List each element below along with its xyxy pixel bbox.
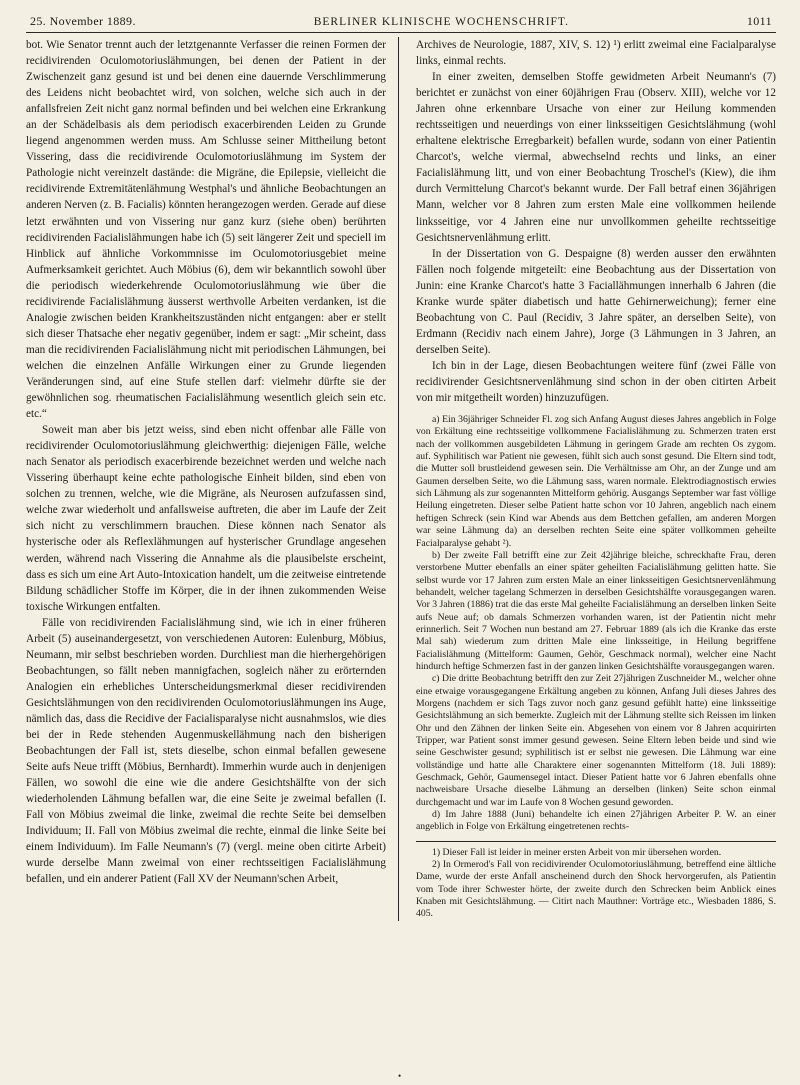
issue-date: 25. November 1889. <box>30 14 136 28</box>
paragraph: Archives de Neurologie, 1887, XIV, S. 12) ¹) erlitt zweimal eine Facialparalyse links, einmal rechts. <box>416 39 776 68</box>
case-report: b) Der zweite Fall betrifft eine zur Zeit 42jährige bleiche, schreckhafte Frau, deren verstorbene Mutter ebenfalls an einer später geheilten Facialislähmung gelitten hatte. Sie selbst wurde vor 17 Jahren zum ersten Male an einer linksseitigen Gesichtsnervenlähmung behandelt, welcher tagelang Schmerzen in derselben Gesichtshälfte vorausgegangen waren. Vor 3 Jahren (1886) trat die das erste Mal geheilte Facialislähmung an derselben linken Seite aufs Neue auf; ob damals Schmerzen vorhanden waren, ist der Patientin nicht mehr erinnerlich. Seit 7 Wochen nun bestand am 27. Februar 1889 (als ich die Kranke das erste Mal sah) wiederum zum dritten Male eine linksseitige, in Heilung begriffene Facialislähmung (Mittelform: Gaumen, Gehör, Geschmack normal), welcher eine Nacht hindurch heftige Schmerzen fast in der ganzen linken Gesichtshälfte vorausgegangen waren. <box>416 549 776 672</box>
running-header <box>26 14 776 33</box>
left-column <box>26 37 386 921</box>
paragraph: In der Dissertation von G. Despaigne (8) werden ausser den erwähnten Fällen noch folgende mitgeteilt: eine Beobachtung aus der Dissertation von Junin: eine Kranke Charcot's hatte 3 Faciallähmungen innerhalb 6 Jahren (die Kranke wurde später diabetisch und hatte Gehirnerweichung); ferner eine Beobachtung von C. Paul (Recidiv, 3 Jahre später, an derselben Seite), von Erdmann (Recidiv nach einem Jahre), Jorge (3 Lähmungen in 3 Jahren, an derselben Seite). <box>416 247 776 356</box>
paragraph: Ich bin in der Lage, diesen Beobachtungen weitere fünf (zwei Fälle von recidivirender Gesichtsnervenlähmung sind schon in der oben citirten Arbeit von mir mitgetheilt worden) hinzuzufügen. <box>416 359 776 405</box>
paragraph: bot. Wie Senator trennt auch der letztgenannte Verfasser die reinen Formen der recidivirenden Oculomotoriuslähmungen, bei denen der Patient in der Zwischenzeit ganz gesund ist und bei denen eine dauernde Verschlimmerung des Leidens nicht beobachtet wird, von solchen, welche sich auch in der anfallsfreien Zeit nicht ganz normal befinden und bei welchen eine Erkrankung an der Schädelbasis als dem periodisch exacerbirenden Leiden zu Grunde liegend angenommen werden muss. Am Schlusse seiner Mittheilung betont Vissering, dass die recidivirende Oculomotoriuslähmung im System der Pathologie nicht vereinzelt dastände: die Migräne, die Epilepsie, vielleicht die recidivirende Extremitätenlähmung Westphal's und ähnliche Beobachtungen an anderen Nerven (z. B. Facialis) könnten herangezogen werden. Gerade auf diese letzt erwähnten und von Vissering nur ganz kurz (siehe oben) berührten recidivirenden Facialislähmungen habe ich (5) seit längerer Zeit und speciell im Hinblick auf ähnliche Vorkommnisse im Oculomotoriusgebiet meine Aufmerksamkeit gerichtet. Auch Möbius (6), dem wir bekanntlich sowohl über die periodisch wiederkehrende Oculomotoriuslähmung wie über die recidivirende Facialislähmung äusserst werthvolle Arbeiten verdanken, ist die Analogie zwischen beiden Krankheitszuständen nicht entgangen: aber er stellt sich dieser Thatsache eher negativ gegenüber, indem er sagt: „Mir scheint, dass man die recidivirenden Facialislähmung nicht mit periodischen Lähmungen, bei welchen die einzelnen Anfälle Wirkungen einer zu Grunde liegenden Veränderungen sind, auf eine Stufe stellen darf: vielmehr dürfte sie der gewöhnlichen sog. rheumatischen Facialislähmung wesentlich gleich sein etc. etc.“ <box>26 39 387 421</box>
footnote: 1) Dieser Fall ist leider in meiner ersten Arbeit von mir übersehen worden. <box>432 846 722 858</box>
paragraph: In einer zweiten, demselben Stoffe gewidmeten Arbeit Neumann's (7) berichtet er zunächst von einer 60jährigen Frau (Observ. XIII), welche vor 12 Jahren ohne erkennbare Ursache von einer zur Heilung kommenden rechtsseitigen und neuerdings von einer linksseitigen Gesichtslähmung (wohl erhaltene elektrische Erregbarkeit) befallen wurde, sodann von einer Patientin Charcot's, welche viermal, abwechselnd rechts und links, an einer Facialislähmung litt, und von einer Beobachtung Troschel's (Kiew), die ihm durch Vermittelung Charcot's bekannt wurde. Der Fall betraf einen 36jährigen Mann, welcher vor 8 Jahren zum ersten Male eine vollkommen heilende linksseitige, vor 4 Jahren eine nur unvollkommen geheilte rechtsseitige Gesichtsnervenlähmung erlitt. <box>416 71 776 244</box>
right-column <box>416 37 776 921</box>
case-report: d) Im Jahre 1888 (Juni) behandelte ich einen 27jährigen Arbeiter P. W. an einer angeblich in Folge von Erkältung eingetretenen rechts- <box>416 809 776 833</box>
footnote: 2) In Ormerod's Fall von recidivirender Oculomotoriuslähmung, betreffend eine ältliche Dame, wurde der erste Anfall anscheinend durch den Shock hervorgerufen, als Patientin vom Tode ihrer Schwester hörte, der zweite durch den Schrecken beim Anblick eines Knaben mit Gesichtslähmung. — Citirt nach Mauthner: Vorträge etc., Wiesbaden 1886, S. 405. <box>416 859 776 920</box>
column-divider <box>398 37 399 921</box>
journal-title: BERLINER KLINISCHE WOCHENSCHRIFT. <box>313 16 569 28</box>
page-mark: • <box>398 1071 402 1081</box>
footnotes <box>416 841 776 921</box>
case-report: c) Die dritte Beobachtung betrifft den zur Zeit 27jährigen Zuschneider M., welcher ohne eine etwaige vorausgegangene Erkältung angeben zu können, Anfang Juli dieses Jahres des Morgens (nachdem er sich Tags zuvor noch ganz gesund gefühlt hatte) eine linksseitige Gesichtslähmung an sich bemerkte. Zugleich mit der Lähmung stellte sich Reissen im linken Ohr und den Zähnen der linken Seite ein. Abgesehen von einem vor 8 Jahren acquirirten Tripper, war Patient sonst immer gesund gewesen. Seine Eltern leben beide und sind wie seine Geschwister gesund; syphilitisch ist er selbst nie gewesen. Die Lähmung war eine vollständige und hatte alle Charaktere einer sogenannten Mittelform (18. Juli 1889): Geschmack, Gehör, Gaumensegel intact. Dieser Patient hatte vor 6 Jahren ebenfalls ohne nachweisbare Ursache dieselbe Lähmung an derselben (linken) Seite schon einmal durchgemacht und war im Laufe von 8 Wochen gesund geworden. <box>416 673 776 808</box>
case-reports <box>416 414 776 834</box>
case-report: a) Ein 36jähriger Schneider Fl. zog sich Anfang August dieses Jahres angeblich in Folge von Erkältung eine rechtsseitige vollkommene Facialislähmung zu. Schmerzen traten erst nach der vollkommen ausgebildeten Lähmung in geringem Grade am rechten Os zygom. auf. Syphilitisch war Patient nie gewesen, fühlt sich auch sonst gesund. Die Eltern sind todt, die Mutter soll brustleidend gewesen sein. Die Verhältnisse am Ohr, an der Zunge und am Gaumen derselben Seite, wo die Lähmung sass, waren normale. Elektrodiagnostisch erwies sich Lähmung als zur sogenannten Mittelform gehörig. Ausgangs September war fast völlige Heilung eingetreten. Dieser selbe Patient hatte schon vor 10 Jahren, angeblich nach einem heftigen Schreck (sein Kind war Abends aus dem Bettchen gefallen, am anderen Morgen war seine Lähmung da) an derselben rechten Seite eine später vollkommen geheilte Facialparalyse gehabt ²). <box>416 414 776 549</box>
two-column-body <box>26 37 776 921</box>
paragraph: Fälle von recidivirenden Facialislähmung sind, wie ich in einer früheren Arbeit (5) auseinandergesetzt, von verschiedenen Autoren: Eulenburg, Möbius, Neumann, mir selbst beschrieben worden. Durchliest man die hierhergehörigen Beobachtungen, so fällt neben mannigfachen, sogleich näher zu erörternden Analogien ein erhebliches Unterscheidungsmerkmal dieser recidivirenden Gesichtslähmungen von den recidivirenden Oculomotoriuslähmungen ins Auge, nämlich das, dass die Recidive der Facialisparalyse nicht ausnahmslos, wie dies bei der in Rede stehenden Augenmuskellähmung nach den bisherigen Beobachtungen der Fall ist, stets dieselbe, schon einmal befallen gewesene Seite aufs Neue trifft (Möbius, Bernhardt). Immerhin wurde auch in denjenigen Fällen, wo sowohl die eine wie die andere Gesichtshälfte von der sich wiederholenden Lähmung befallen war, die eine Seite je zweimal befallen (I. Fall von Möbius zweimal die linke, zweimal die rechte Seite bei demselben Individuum; II. Fall von Möbius zweimal die rechte, einmal die linke Seite bei einem Individuum). Im Falle Neumann's (7) (vergl. meine oben citirte Arbeit) wurde derselbe Mann zweimal von einer rechtsseitigen Facialislähmung befallen, und ein anderer Patient (Fall XV der Neumann'schen Arbeit, <box>26 616 386 886</box>
page-number: 1011 <box>746 14 772 28</box>
paragraph: Soweit man aber bis jetzt weiss, sind eben nicht offenbar alle Fälle von recidivirender Oculomotoriuslähmung gleichwerthig: diejenigen Fälle, welche nach Senator als periodisch exacerbirende bezeichnet werden und welche nach Vissering überhaupt keine echte pathologische Einheit bilden, sind eben von solchen zu trennen, welche, wie die Migräne, als Neurosen aufzufassen sind, welche zwar wiederholt und anfallsweise auftreten, die aber im Laufe der Zeit sich nicht zu verschlimmern brauchen. Diese können nach Senator als hysterische oder als Reflexlähmungen auf hysterischer Grundlage angesehen werden, während nach Vissering die Annahme als die plausibelste erscheint, dass es sich um eine Art Auto-Intoxication handelt, um die zeitweise eintretende Bildung schädlicher Stoffe im Körper, die in der ihnen zukommenden Weise toxische Wirkungen entfalten. <box>26 424 386 613</box>
